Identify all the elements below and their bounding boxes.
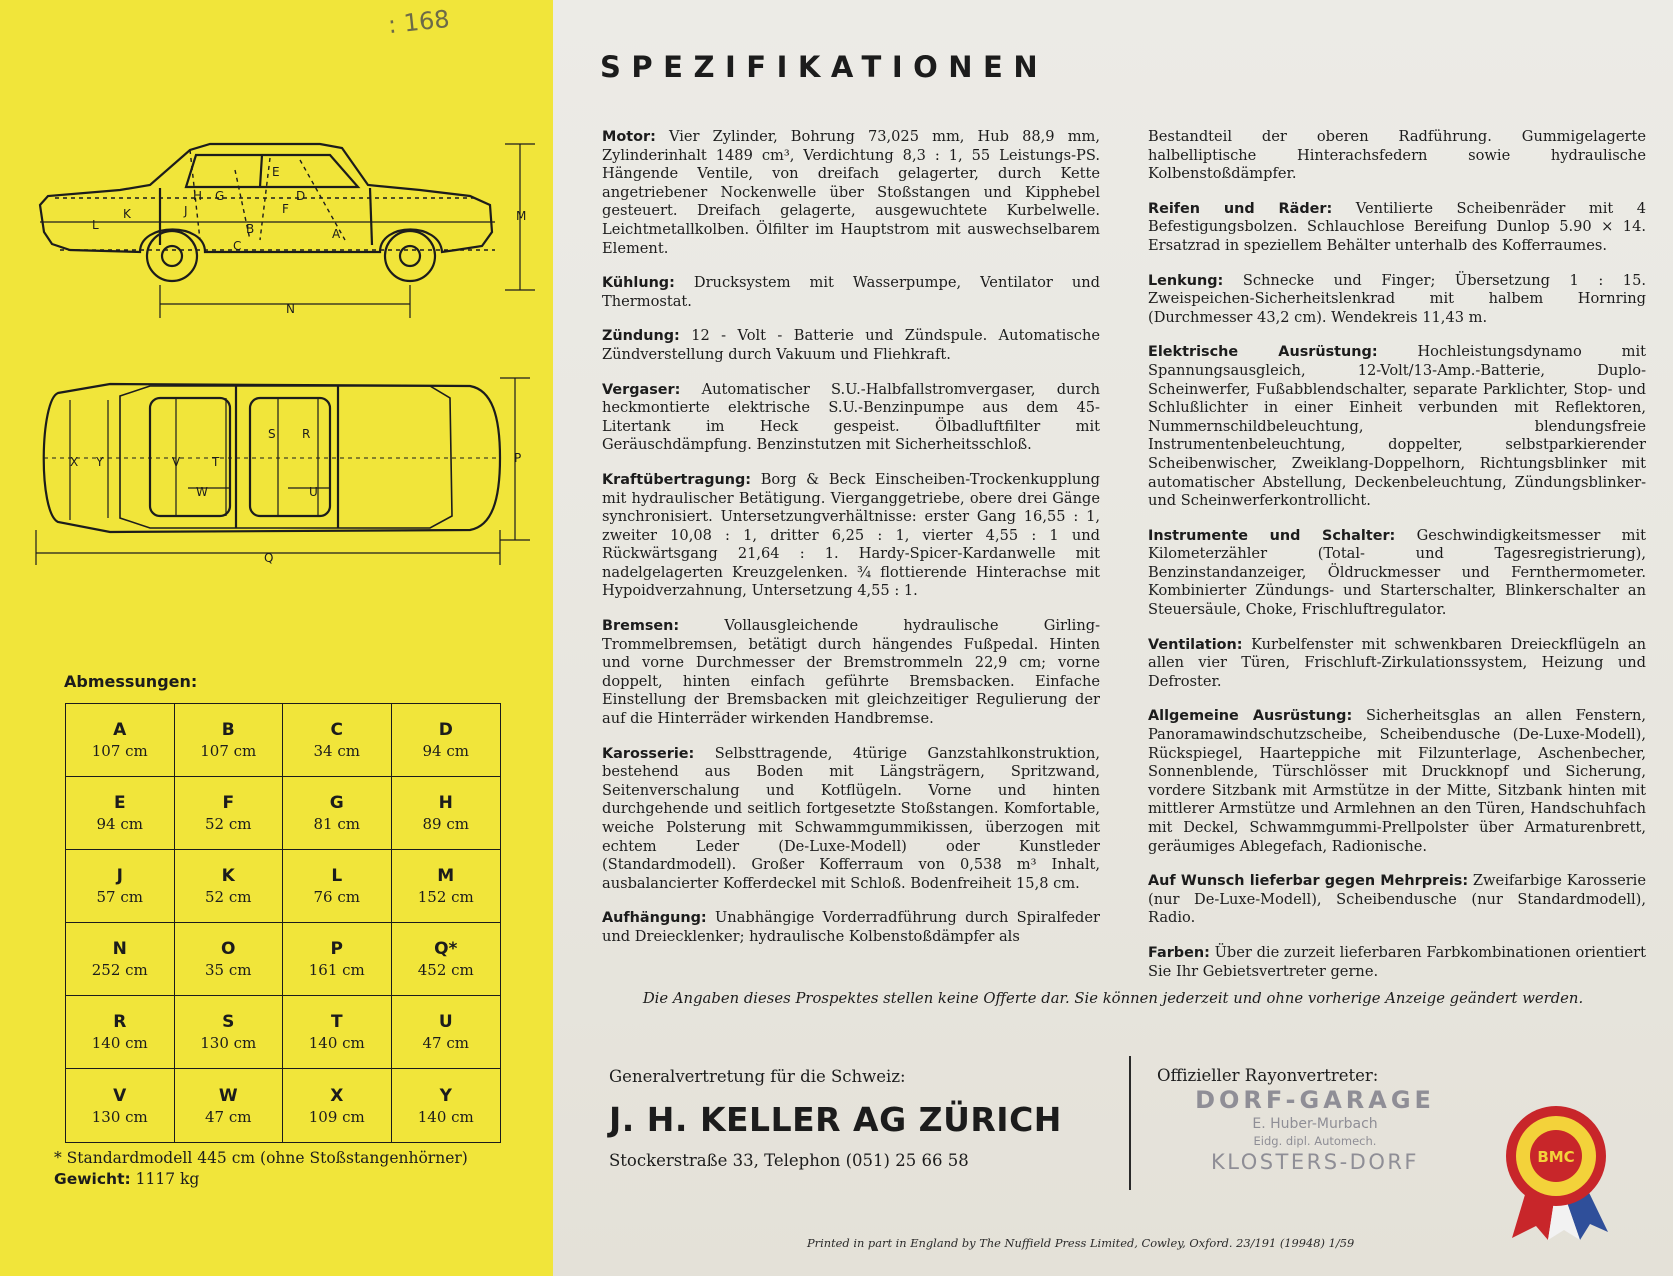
- dimension-value: 130 cm: [91, 1107, 148, 1126]
- dimension-cell-m: [392, 850, 501, 923]
- dimension-value: 89 cm: [422, 815, 469, 833]
- company-name: J. H. KELLER AG ZÜRICH: [609, 1100, 1062, 1139]
- label-v: V: [172, 455, 181, 469]
- dimension-cell-j: [66, 850, 175, 923]
- spec-text: Zweifarbige Karosserie (nur De-Luxe-Modell), Scheibendusche (nur Standardmodell), Radio.: [1148, 872, 1646, 927]
- dimension-letter: R: [113, 1012, 127, 1032]
- dimension-value: 94 cm: [422, 742, 469, 760]
- spec-text: Ventilierte Scheibenräder mit 4 Befestigungsbolzen. Schlauchlose Bereifung Dunlop 5.90 × 14. Ersatzrad in speziellem Behälter unterhalb des Kofferraumes.: [1148, 199, 1646, 254]
- bmc-rosette-badge: [1500, 1100, 1612, 1240]
- spec-bremsen: [602, 617, 1100, 729]
- spec-heading: Kühlung:: [602, 275, 675, 292]
- dimension-cell-a: [66, 704, 175, 777]
- label-h: H: [193, 189, 203, 203]
- rayon-caption: Offizieller Rayonvertreter:: [1157, 1066, 1379, 1085]
- spec-heading: Ventilation:: [1148, 636, 1243, 653]
- dimension-cell-v: [66, 1069, 175, 1142]
- spec-allgemeine-ausruestung: [1148, 707, 1646, 856]
- spec-heading: Auf Wunsch lieferbar gegen Mehrpreis:: [1148, 873, 1469, 890]
- dimension-cell-k: [175, 850, 284, 923]
- spec-heading: Reifen und Räder:: [1148, 200, 1333, 217]
- dimension-value: 35 cm: [205, 961, 252, 979]
- vertical-divider: [1129, 1056, 1131, 1190]
- dimension-value: 252 cm: [91, 961, 148, 979]
- stamp-line-1: DORF-GARAGE: [1195, 1086, 1435, 1114]
- car-diagrams: [0, 0, 553, 570]
- spec-aufhaengung-cont: [1148, 128, 1646, 184]
- dimension-cell-g: [283, 777, 392, 850]
- dimension-letter: B: [221, 720, 235, 740]
- label-p: P: [514, 451, 522, 465]
- label-c: C: [233, 239, 242, 253]
- label-r: R: [302, 427, 311, 441]
- dimension-value: 52 cm: [205, 888, 252, 906]
- label-s: S: [268, 427, 276, 441]
- dimension-cell-n: [66, 923, 175, 996]
- dimension-cell-s: [175, 996, 284, 1069]
- spec-heading: Motor:: [602, 129, 656, 145]
- dimensions-title: Abmessungen:: [64, 672, 198, 691]
- label-y: Y: [96, 455, 104, 469]
- spec-reifen: [1148, 200, 1646, 256]
- label-m: M: [516, 209, 527, 223]
- dimension-letter: E: [113, 793, 126, 813]
- dimensions-table: [65, 703, 501, 1143]
- spec-heading: Allgemeine Ausrüstung:: [1148, 708, 1353, 725]
- stamp-line-4: KLOSTERS-DORF: [1210, 1150, 1420, 1174]
- spec-kuehlung: [602, 274, 1100, 311]
- dimension-cell-w: [175, 1069, 284, 1142]
- label-n: N: [286, 302, 295, 316]
- spec-kraftuebertragung: [602, 471, 1100, 601]
- dimension-value: 161 cm: [308, 961, 365, 979]
- spec-text: Schnecke und Finger; Übersetzung 1 : 15. Zweispeichen-Sicherheitslenkrad mit halbem Hornring (Durchmesser 43,2 cm). Wendekreis 11,43 m.: [1148, 271, 1647, 326]
- dimension-cell-b: [175, 704, 284, 777]
- print-note: Printed in part in England by The Nuffield Press Limited, Cowley, Oxford. 23/191 (19948) 1/59: [807, 1236, 1355, 1250]
- spec-ventilation: [1148, 636, 1646, 692]
- spec-farben: [1148, 944, 1646, 981]
- spec-text: Sicherheitsglas an allen Fenstern, Panoramawindschutzscheibe, Scheibendusche (De-Luxe-Modell), Rückspiegel, Haarteppiche mit Filzunterlage, Aschenbecher, Sonnenblende, Türschlösser mit Druckknopf und Sicherung, vordere Sitzbank mit Armstütze in der Mitte, Sitzbank hinten mit mittlerer Armstütze und Armlehnen an den Türen, Handschuhfach mit Deckel, Schwammgummi-Prellpolster über Armaturenbrett, geräumiges Ablegefach, Radionische.: [1148, 707, 1647, 855]
- spec-heading: Aufhängung:: [602, 910, 707, 927]
- dimension-value: 152 cm: [417, 888, 474, 906]
- dimension-letter: J: [116, 866, 123, 886]
- spec-heading: Zündung:: [602, 328, 680, 345]
- car-top-view: [36, 378, 530, 565]
- spec-heading: Kraftübertragung:: [602, 471, 752, 488]
- disclaimer: Die Angaben dieses Prospektes stellen keine Offerte dar. Sie können jederzeit und ohne vorherige Anzeige geändert werden.: [642, 990, 1584, 1007]
- spec-text: Bestandteil der oberen Radführung. Gummigelagerte halbelliptische Hinterachsfedern sowie hydraulische Kolbenstoßdämpfer.: [1148, 128, 1646, 183]
- dimension-value: 94 cm: [96, 815, 143, 833]
- spec-heading: Elektrische Ausrüstung:: [1148, 344, 1378, 361]
- dimension-value: 57 cm: [96, 888, 143, 906]
- label-a: A: [332, 227, 341, 241]
- spec-text: Borg & Beck Einscheiben-Trockenkupplung mit hydraulischer Betätigung. Vierganggetriebe, obere drei Gänge synchronisiert. Untersetzungverhältnisse: erster Gang 16,55 : 1, zweiter 10,08 : 1, dritter 6,25 : 1, vierter 4,55 : 1 und Rückwärtsgang 21,64 : 1. Hardy-Spicer-Kardanwelle mit nadelgelagerten Kreuzgelenken. ¾ flottierende Hinterachse mit Hypoidverzahnung, Untersetzung 4,55 : 1.: [602, 470, 1100, 600]
- dimension-letter: X: [330, 1085, 344, 1106]
- dimension-value: 107 cm: [91, 742, 148, 760]
- weight-value: 1117 kg: [135, 1170, 200, 1188]
- dimension-cell-l: [283, 850, 392, 923]
- spec-text: Kurbelfenster mit schwenkbaren Dreieckflügeln an allen vier Türen, Frischluft-Zirkulationssystem, Heizung und Defroster.: [1148, 635, 1646, 690]
- dimension-cell-f: [175, 777, 284, 850]
- spec-heading: Instrumente und Schalter:: [1148, 527, 1396, 544]
- label-k: K: [123, 207, 131, 221]
- spec-text: Vier Zylinder, Bohrung 73,025 mm, Hub 88,9 mm, Zylinderinhalt 1489 cm³, Verdichtung 8,3 : 1, 55 Leistungs-PS. Hängende Ventile, von dreifach gelagerter, durch Kette angetriebener Nockenwelle über Stoßstangen und Kipphebel gesteuert. Dreifach gelagerte, ausgewuchtete Kurbelwelle. Leichtmetallkolben. Ölfilter im Hauptstrom mit auswechselbarem Element.: [602, 128, 1101, 257]
- spec-heading: Lenkung:: [1148, 272, 1224, 289]
- spec-karosserie: [602, 745, 1100, 894]
- dimension-cell-c: [283, 704, 392, 777]
- dimension-letter: W: [218, 1085, 238, 1106]
- badge-text: BMC: [1537, 1148, 1575, 1166]
- label-q: Q: [264, 551, 274, 565]
- dimension-letter: U: [438, 1012, 453, 1032]
- dimension-cell-o: [175, 923, 284, 996]
- dimension-value: 130 cm: [200, 1034, 257, 1052]
- dimension-letter: S: [222, 1012, 235, 1032]
- label-j: J: [184, 204, 188, 218]
- label-u: U: [309, 485, 318, 499]
- dimension-cell-x: [283, 1069, 392, 1142]
- stamp-line-2: E. Huber-Murbach: [1252, 1116, 1378, 1132]
- label-b: B: [246, 222, 255, 236]
- dimension-letter: L: [331, 866, 343, 886]
- dimension-cell-e: [66, 777, 175, 850]
- spec-text: Drucksystem mit Wasserpumpe, Ventilator und Thermostat.: [602, 274, 1101, 310]
- dimension-letter: T: [330, 1012, 343, 1032]
- spec-lenkung: [1148, 272, 1646, 328]
- dimension-value: 34 cm: [313, 742, 360, 760]
- label-t: T: [212, 455, 220, 469]
- dealer-stamp: [1170, 1082, 1460, 1194]
- dimension-value: 76 cm: [313, 888, 360, 906]
- dimension-value: 140 cm: [417, 1107, 474, 1126]
- dimension-cell-p: [283, 923, 392, 996]
- dimension-cell-h: [392, 777, 501, 850]
- spec-elektrische-ausruestung: [1148, 343, 1646, 510]
- spec-heading: Karosserie:: [602, 745, 695, 762]
- dimension-letter: K: [221, 866, 235, 886]
- dealer-block: [609, 1066, 1109, 1170]
- spec-aufhaengung: [602, 909, 1100, 946]
- dimension-value: 47 cm: [205, 1107, 252, 1126]
- label-g: G: [215, 189, 225, 203]
- dimension-cell-d: [392, 704, 501, 777]
- specs-column-2: [1148, 128, 1646, 997]
- spec-text: Geschwindigkeitsmesser mit Kilometerzähler (Total- und Tagesregistrierung), Benzinstandanzeiger, Öldruckmesser und Fernthermometer. Kombinierter Zündungs- und Starterschalter, Blinkerschalter an Steuersäule, Choke, Frischluftregulator.: [1148, 526, 1647, 619]
- dimension-cell-q: [392, 923, 501, 996]
- spec-text: 12 - Volt - Batterie und Zündspule. Automatische Zündverstellung durch Vakuum und Fliehkraft.: [602, 327, 1100, 363]
- spec-text: Hochleistungsdynamo mit Spannungsausgleich, 12-Volt/13-Amp.-Batterie, Duplo-Scheinwerfer, Fußabblendschalter, separate Parklichter, Stop- und Schlußlichter in einer Einheit verbunden mit Reflektoren, Nummernschildbeleuchtung, blendungsfreie Instrumentenbeleuchtung, doppelter, selbstparkierender Scheibenwischer, Zweiklang-Doppelhorn, Richtungsblinker mit automatischer Abstellung, Deckenbeleuchtung, Zündungsblinker- und Scheinwerferkontrollicht.: [1148, 343, 1646, 510]
- pencil-note: : 168: [386, 4, 451, 40]
- dimension-value: 107 cm: [200, 742, 257, 760]
- dimension-value: 47 cm: [422, 1034, 469, 1052]
- spec-instrumente: [1148, 527, 1646, 620]
- page-title: SPEZIFIKATIONEN: [600, 50, 1049, 84]
- spec-text: Selbsttragende, 4türige Ganzstahlkonstruktion, bestehend aus Boden mit Längsträgern, Spritzwand, Seitenverschalung und Kotflügeln. Vorne und hinten durchgehende und seitlich fortgesetzte Stoßstangen. Komfortable, weiche Polsterung mit Schwammgummikissen, überzogen mit echtem Leder (De-Luxe-Modell) oder Kunstleder (Standardmodell). Großer Kofferraum von 0,538 m³ Inhalt, ausbalancierter Kofferdeckel mit Schloß. Bodenfreiheit 15,8 cm.: [602, 744, 1101, 892]
- dimension-value: 109 cm: [308, 1107, 365, 1126]
- spec-text: Über die zurzeit lieferbaren Farbkombinationen orientiert Sie Ihr Gebietsvertreter gerne.: [1148, 943, 1647, 980]
- dimension-letter: D: [438, 720, 453, 740]
- dimension-value: 452 cm: [417, 961, 474, 979]
- dimension-letter: M: [437, 866, 455, 886]
- dimension-letter: Y: [439, 1085, 452, 1106]
- dimension-cell-y: [392, 1069, 501, 1142]
- car-side-view: [40, 144, 535, 318]
- spec-auf-wunsch: [1148, 872, 1646, 928]
- dimension-value: 52 cm: [205, 815, 252, 833]
- label-f: F: [282, 202, 289, 216]
- label-l: L: [92, 218, 99, 232]
- dimension-letter: P: [330, 939, 343, 959]
- dimension-letter: G: [329, 793, 344, 813]
- dimensions-footnote-block: [54, 1148, 468, 1190]
- dimension-letter: N: [112, 939, 127, 959]
- spec-text: Automatischer S.U.-Halbfallstromvergaser, durch heckmontierte elektrische S.U.-Benzinpumpe aus dem 45-Litertank im Heck gespeist. Ölbadluftfilter mit Geräuschdämpfung. Benzinstutzen mit Sicherheitsschloß.: [602, 380, 1100, 454]
- label-e: E: [272, 165, 280, 179]
- label-d: D: [296, 189, 306, 203]
- spec-zuendung: [602, 327, 1100, 364]
- dimension-value: 140 cm: [308, 1034, 365, 1052]
- company-address: Stockerstraße 33, Telephon (051) 25 66 58: [609, 1151, 969, 1170]
- label-x: X: [70, 455, 79, 469]
- dimension-letter: C: [330, 720, 343, 740]
- spec-text: Unabhängige Vorderradführung durch Spiralfeder und Dreiecklenker; hydraulische Kolbenstoßdämpfer als: [602, 909, 1100, 945]
- spec-text: Vollausgleichende hydraulische Girling-Trommelbremsen, betätigt durch hängendes Fußpedal. Hinten und vorne Durchmesser der Bremstrommeln 22,9 cm; vorne doppelt, hinten einfach geführte Bremsbacken. Einfache Einstellung der Bremsbacken mit gleichzeitiger Regulierung der auf die Hinterräder wirkenden Handbremse.: [602, 617, 1101, 728]
- label-w: W: [196, 485, 208, 499]
- dimension-letter: A: [113, 720, 127, 740]
- spec-heading: Farben:: [1148, 944, 1210, 961]
- dimension-letter: H: [438, 793, 453, 813]
- dimension-cell-u: [392, 996, 501, 1069]
- weight-line: [54, 1169, 468, 1190]
- dimension-letter: O: [221, 939, 236, 959]
- weight-label: Gewicht:: [54, 1170, 131, 1188]
- dealer-caption: Generalvertretung für die Schweiz:: [609, 1067, 906, 1086]
- dimension-value: 81 cm: [313, 815, 360, 833]
- spec-heading: Vergaser:: [602, 381, 681, 398]
- dimension-cell-r: [66, 996, 175, 1069]
- spec-vergaser: [602, 381, 1100, 455]
- spec-motor: [602, 128, 1100, 258]
- spec-heading: Bremsen:: [602, 618, 680, 635]
- specs-column-1: [602, 128, 1100, 963]
- stamp-line-3: Eidg. dipl. Automech.: [1253, 1134, 1377, 1148]
- top-view-labels: [70, 427, 521, 565]
- dimension-letter: F: [222, 793, 235, 813]
- dimensions-footnote: * Standardmodell 445 cm (ohne Stoßstangenhörner): [54, 1149, 468, 1167]
- dimension-letter: Q*: [434, 939, 458, 959]
- dimension-cell-t: [283, 996, 392, 1069]
- dimension-value: 140 cm: [91, 1034, 148, 1052]
- dimension-letter: V: [113, 1085, 127, 1106]
